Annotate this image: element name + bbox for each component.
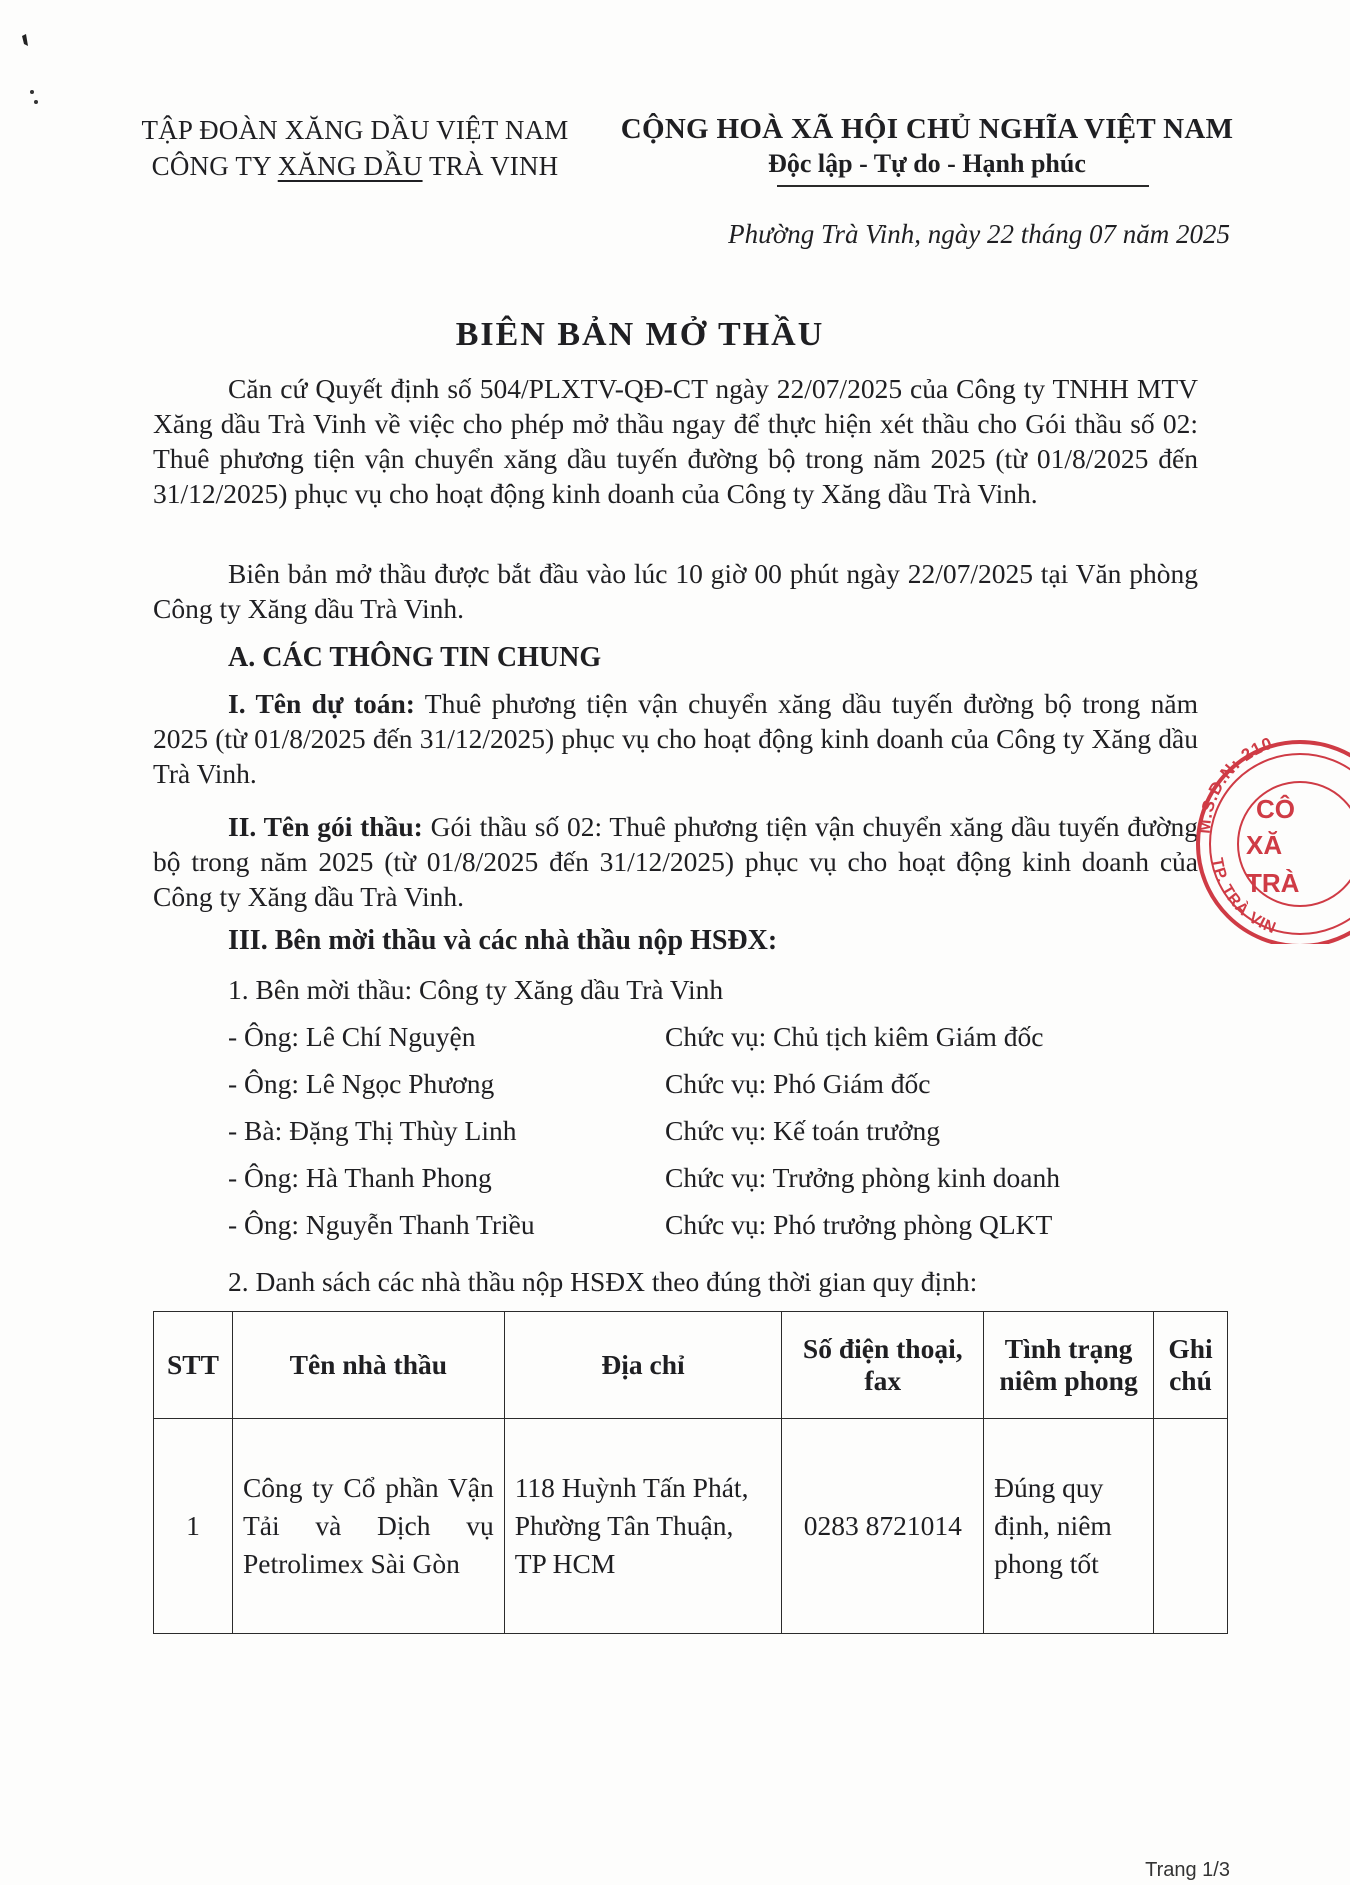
member-role: Chức vụ: Phó trưởng phòng QLKT	[665, 1209, 1053, 1240]
member-role: Chức vụ: Phó Giám đốc	[665, 1068, 931, 1099]
member-role: Chức vụ: Kế toán trưởng	[665, 1115, 940, 1146]
bidder-table	[153, 1311, 1228, 1634]
intro-paragraph-2: Biên bản mở thầu được bắt đầu vào lúc 10 giờ 00 phút ngày 22/07/2025 tại Văn phòng Công ty Xăng dầu Trà Vinh.	[153, 558, 1198, 624]
document-date: Phường Trà Vinh, ngày 22 tháng 07 năm 2025	[728, 219, 1230, 249]
svg-text:M.S.D.N: 210: M.S.D.N: 210	[1194, 733, 1276, 835]
cell-phone-fax: 0283 8721014	[782, 1419, 984, 1634]
section-a-heading: A. CÁC THÔNG TIN CHUNG	[228, 642, 602, 673]
member-name: - Ông: Lê Chí Nguyện	[228, 1021, 476, 1052]
svg-text:XĂ: XĂ	[1246, 830, 1283, 860]
org-company-suffix: TRÀ VINH	[422, 151, 559, 181]
table-row	[154, 1419, 1228, 1634]
svg-text:CÔ: CÔ	[1256, 794, 1295, 824]
member-role: Chức vụ: Trưởng phòng kinh doanh	[665, 1162, 1061, 1193]
header-note: Ghi chú	[1154, 1312, 1228, 1419]
company-stamp-seal	[1190, 724, 1350, 944]
estimate-name-paragraph	[153, 686, 1198, 791]
estimate-name-text: Thuê phương tiện vận chuyển xăng dầu tuyến đường bộ trong năm 2025 (từ 01/8/2025 đến 31/12/2025) phục vụ cho hoạt động kinh doanh của Công ty Xăng dầu Trà Vinh.	[153, 688, 1198, 789]
table-header-row	[154, 1312, 1228, 1419]
nation-title: CỘNG HOÀ XÃ HỘI CHỦ NGHĨA VIỆT NAM	[620, 113, 1234, 145]
svg-text:TP. TRÀ VIN: TP. TRÀ VIN	[1207, 856, 1279, 938]
org-group-name: TẬP ĐOÀN XĂNG DẦU VIỆT NAM	[141, 115, 569, 145]
org-company-underlined: XĂNG DẦU	[277, 151, 423, 181]
inviter-line: 1. Bên mời thầu: Công ty Xăng dầu Trà Vinh	[228, 974, 724, 1005]
header-address: Địa chỉ	[504, 1312, 782, 1419]
header-bidder-name: Tên nhà thầu	[232, 1312, 504, 1419]
cell-bidder-name: Công ty Cổ phần Vận Tải và Dịch vụ Petrolimex Sài Gòn	[232, 1419, 504, 1634]
estimate-name-label: I. Tên dự toán:	[228, 688, 415, 719]
intro-paragraph-1: Căn cứ Quyết định số 504/PLXTV-QĐ-CT ngày 22/07/2025 của Công ty TNHH MTV Xăng dầu Trà Vinh về việc cho phép mở thầu ngay để thực hiện xét thầu cho Gói thầu số 02: Thuê phương tiện vận chuyển xăng dầu tuyến đường bộ trong năm 2025 (từ 01/8/2025 đến 31/12/2025) phục vụ cho hoạt động kinh doanh của Công ty Xăng dầu Trà Vinh.	[153, 373, 1198, 509]
national-motto: Độc lập - Tự do - Hạnh phúc	[768, 149, 1086, 178]
header-stt: STT	[154, 1312, 233, 1419]
cell-stt: 1	[154, 1419, 233, 1634]
package-name-paragraph	[153, 809, 1198, 914]
member-name: - Bà: Đặng Thị Thùy Linh	[228, 1115, 517, 1146]
header-phone-fax: Số điện thoại, fax	[782, 1312, 984, 1419]
package-name-text: Gói thầu số 02: Thuê phương tiện vận chuyển xăng dầu tuyến đường bộ trong năm 2025 (từ 01/8/2025 đến 31/12/2025) phục vụ cho hoạt động kinh doanh của Công ty Xăng dầu Trà Vinh.	[153, 811, 1199, 912]
organization-header	[120, 112, 590, 184]
cell-seal-status: Đúng quy định, niêm phong tốt	[984, 1419, 1154, 1634]
org-company-prefix: CÔNG TY	[151, 151, 278, 181]
cell-address: 118 Huỳnh Tấn Phát, Phường Tân Thuận, TP HCM	[504, 1419, 782, 1634]
member-name: - Ông: Lê Ngọc Phương	[228, 1068, 495, 1099]
header-seal-status: Tình trạng niêm phong	[984, 1312, 1154, 1419]
motto-underline	[777, 185, 1149, 187]
section-iii-heading: III. Bên mời thầu và các nhà thầu nộp HSĐX:	[228, 925, 778, 956]
member-name: - Ông: Nguyễn Thanh Triều	[228, 1209, 535, 1240]
package-name-label: II. Tên gói thầu:	[228, 811, 423, 842]
page-number: Trang 1/3	[1145, 1859, 1230, 1881]
national-header	[618, 110, 1236, 180]
scan-speck-decoration	[20, 34, 50, 114]
member-role: Chức vụ: Chủ tịch kiêm Giám đốc	[665, 1021, 1044, 1052]
org-company-name	[120, 148, 590, 184]
bidder-list-intro: 2. Danh sách các nhà thầu nộp HSĐX theo đúng thời gian quy định:	[228, 1266, 978, 1297]
member-name: - Ông: Hà Thanh Phong	[228, 1162, 492, 1193]
document-title: BIÊN BẢN MỞ THẦU	[455, 316, 825, 353]
svg-text:TRÀ: TRÀ	[1246, 868, 1300, 898]
cell-note	[1154, 1419, 1228, 1634]
